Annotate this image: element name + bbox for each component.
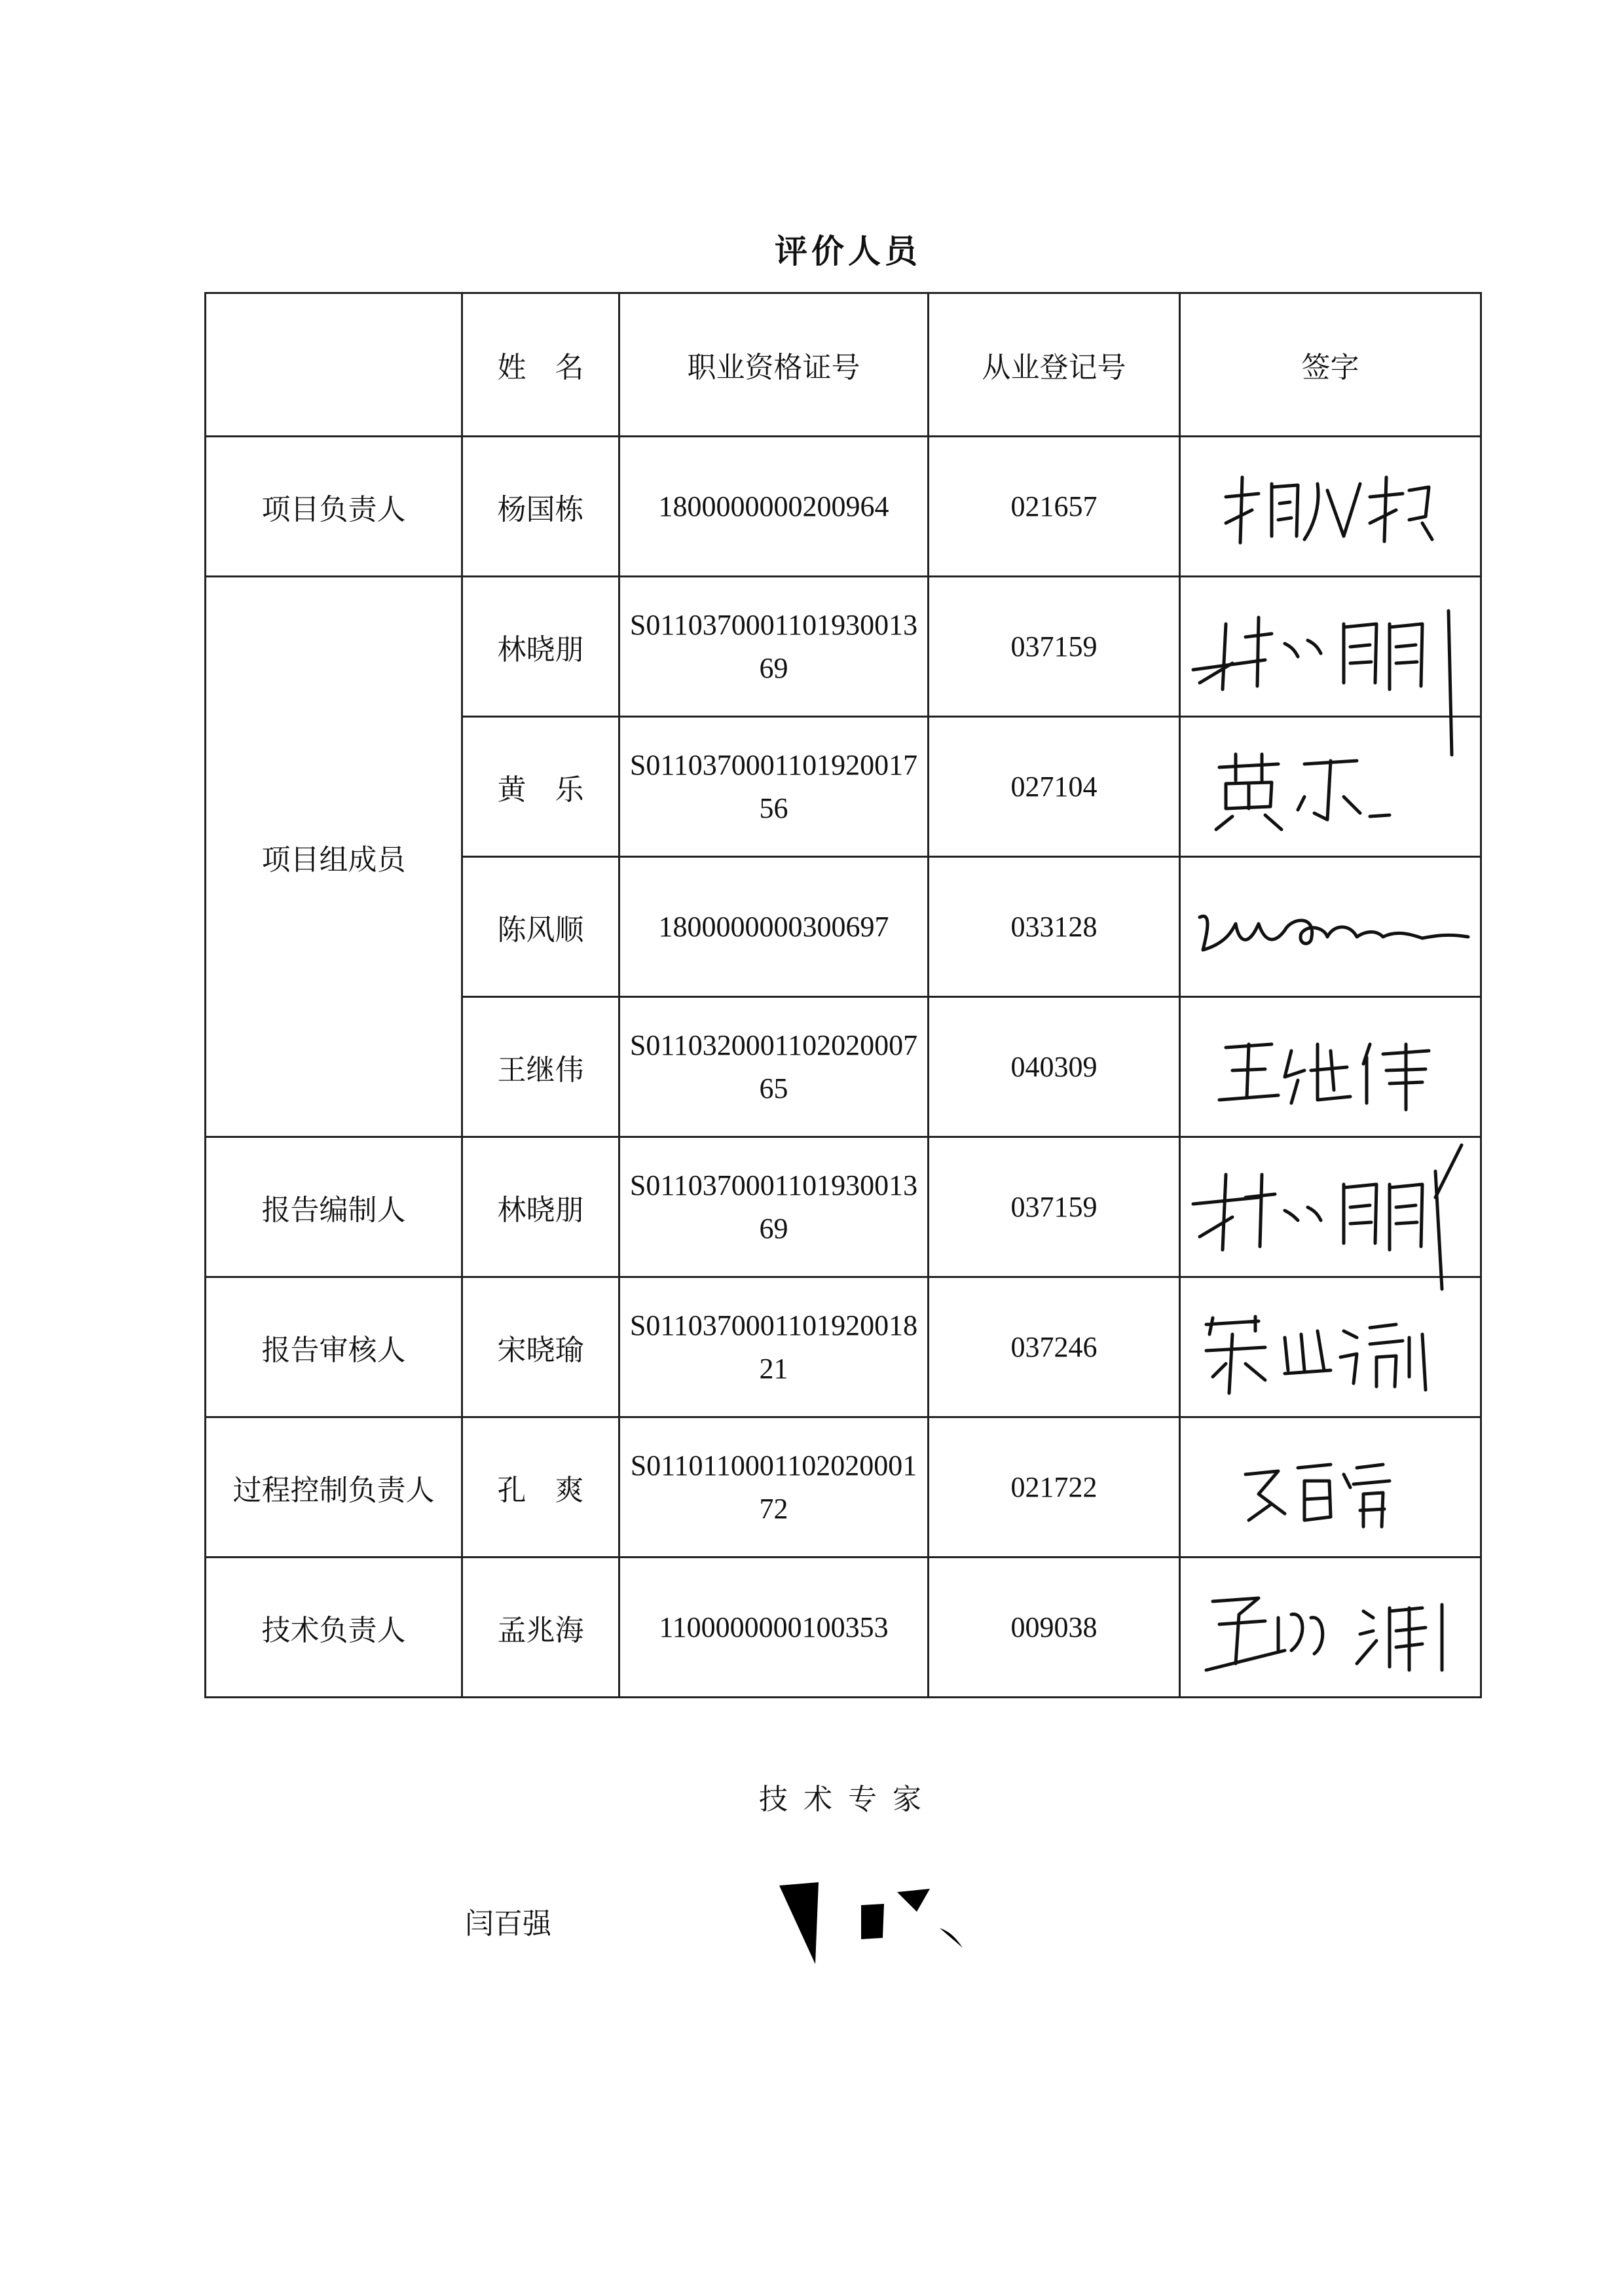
table-row — [206, 1277, 1481, 1417]
cert-cell: 1800000000200964 — [619, 437, 929, 577]
cert-cell: 1800000000300697 — [619, 857, 929, 997]
header-registration-number: 从业登记号 — [929, 293, 1180, 437]
header-cert-number: 职业资格证号 — [619, 293, 929, 437]
table-row — [206, 1137, 1481, 1277]
name-cell: 林晓朋 — [462, 577, 619, 717]
expert-handwritten-signature — [753, 1866, 976, 1984]
evaluation-staff-table — [204, 292, 1482, 1698]
handwritten-signature — [1206, 738, 1455, 836]
name-cell: 孟兆海 — [462, 1558, 619, 1698]
name-cell: 陈风顺 — [462, 857, 619, 997]
header-role — [206, 293, 462, 437]
handwritten-signature — [1206, 458, 1455, 556]
name-cell: 林晓朋 — [462, 1137, 619, 1277]
table-row — [206, 437, 1481, 577]
handwritten-signature — [1187, 598, 1475, 696]
table-row — [206, 1417, 1481, 1558]
handwritten-signature — [1232, 1442, 1429, 1533]
reg-cell: 021722 — [929, 1417, 1180, 1558]
name-cell: 孔 爽 — [462, 1417, 619, 1558]
signature-cell — [1180, 1277, 1481, 1417]
signature-cell — [1180, 1137, 1481, 1277]
reg-cell: 009038 — [929, 1558, 1180, 1698]
reg-cell: 033128 — [929, 857, 1180, 997]
table-row — [206, 1558, 1481, 1698]
page-title: 评价人员 — [775, 232, 921, 270]
cert-text: S011037000110193001369 — [629, 608, 918, 684]
table-header-row — [206, 293, 1481, 437]
cert-cell — [619, 577, 929, 717]
reg-cell: 040309 — [929, 997, 1180, 1137]
handwritten-signature — [1187, 878, 1475, 976]
cert-cell — [619, 717, 929, 857]
cert-text: S011011000110202000172 — [630, 1449, 917, 1525]
reg-cell: 037246 — [929, 1277, 1180, 1417]
role-cell: 项目组成员 — [206, 577, 462, 1137]
cert-cell — [619, 1137, 929, 1277]
expert-section-title: 技术专家 — [759, 1783, 937, 1816]
signature-cell — [1180, 437, 1481, 577]
reg-cell: 021657 — [929, 437, 1180, 577]
cert-cell — [619, 997, 929, 1137]
reg-cell: 037159 — [929, 577, 1180, 717]
signature-cell — [1180, 997, 1481, 1137]
signature-cell — [1180, 1417, 1481, 1558]
signature-cell — [1180, 1558, 1481, 1698]
signature-cell — [1180, 857, 1481, 997]
cert-text: S011032000110202000765 — [629, 1029, 918, 1104]
reg-cell: 037159 — [929, 1137, 1180, 1277]
role-cell: 项目负责人 — [206, 437, 462, 577]
role-cell: 报告审核人 — [206, 1277, 462, 1417]
cert-cell — [619, 1277, 929, 1417]
header-name: 姓 名 — [462, 293, 619, 437]
name-cell: 黄 乐 — [462, 717, 619, 857]
handwritten-signature — [1187, 1158, 1475, 1256]
name-cell: 杨国栋 — [462, 437, 619, 577]
cert-text: S011037000110193001369 — [629, 1169, 918, 1245]
signature-cell — [1180, 717, 1481, 857]
cert-cell — [619, 1417, 929, 1558]
handwritten-signature — [1193, 1298, 1468, 1396]
signature-cell — [1180, 577, 1481, 717]
name-cell: 王继伟 — [462, 997, 619, 1137]
table-row — [206, 577, 1481, 717]
role-cell: 技术负责人 — [206, 1558, 462, 1698]
name-cell: 宋晓瑜 — [462, 1277, 619, 1417]
handwritten-signature — [1206, 1018, 1455, 1116]
role-cell: 过程控制负责人 — [206, 1417, 462, 1558]
expert-name: 闫百强 — [465, 1907, 551, 1941]
cert-text: S011037000110192001821 — [629, 1309, 918, 1385]
cert-text: S011037000110192001756 — [629, 748, 918, 824]
header-signature: 签字 — [1180, 293, 1481, 437]
role-cell: 报告编制人 — [206, 1137, 462, 1277]
handwritten-signature — [1193, 1578, 1468, 1677]
cert-cell: 1100000000100353 — [619, 1558, 929, 1698]
reg-cell: 027104 — [929, 717, 1180, 857]
